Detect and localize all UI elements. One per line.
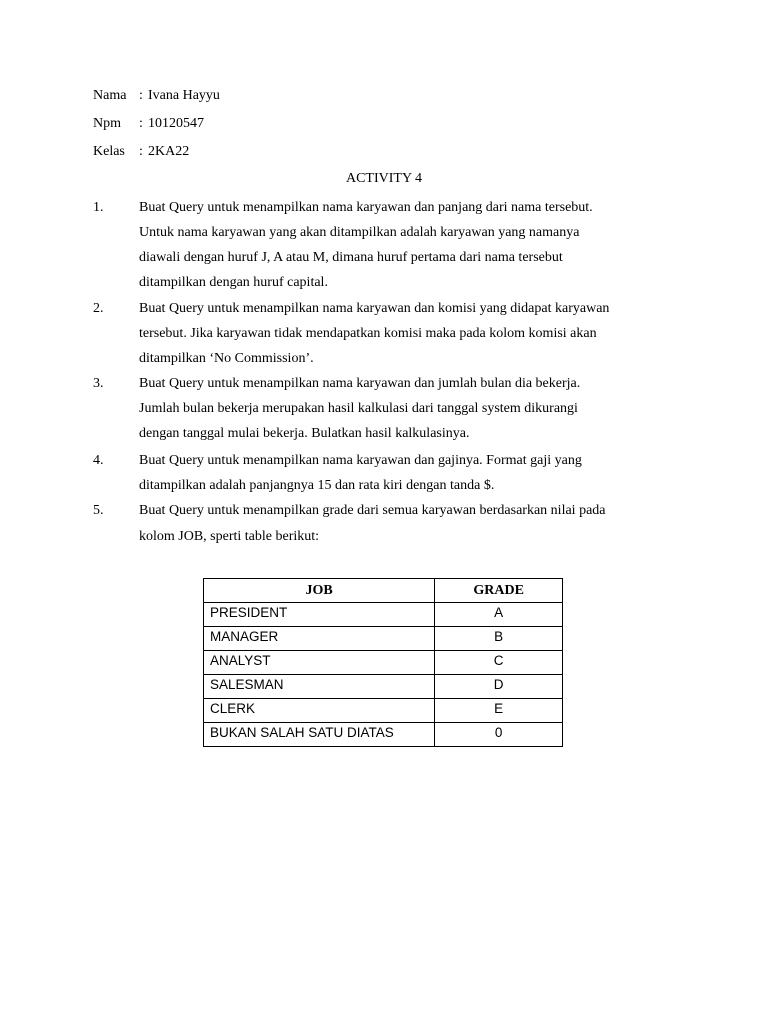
table-row bbox=[204, 723, 563, 747]
grade-cell: B bbox=[435, 627, 563, 651]
grade-cell: C bbox=[435, 651, 563, 675]
info-npm bbox=[93, 114, 204, 134]
question-1-line-1: Buat Query untuk menampilkan nama karyawan dan panjang dari nama tersebut. bbox=[139, 200, 593, 215]
table-row bbox=[204, 699, 563, 723]
info-nama bbox=[93, 86, 220, 106]
table-row bbox=[204, 627, 563, 651]
question-3-line-3: dengan tanggal mulai bekerja. Bulatkan hasil kalkulasinya. bbox=[139, 426, 470, 441]
job-grade-table bbox=[203, 578, 563, 747]
activity-title: ACTIVITY 4 bbox=[345, 171, 423, 186]
question-2-line-3: ditampilkan ‘No Commission’. bbox=[139, 351, 314, 366]
table-row bbox=[204, 603, 563, 627]
job-cell: MANAGER bbox=[204, 627, 435, 651]
npm-separator: : bbox=[139, 116, 143, 131]
job-cell: CLERK bbox=[204, 699, 435, 723]
table-row bbox=[204, 651, 563, 675]
kelas-separator: : bbox=[139, 144, 143, 159]
job-cell: ANALYST bbox=[204, 651, 435, 675]
question-2-line-2: tersebut. Jika karyawan tidak mendapatkan komisi maka pada kolom komisi akan bbox=[139, 326, 597, 341]
kelas-label: Kelas bbox=[93, 144, 125, 159]
table-row bbox=[204, 675, 563, 699]
grade-cell: E bbox=[435, 699, 563, 723]
question-2-line-1: Buat Query untuk menampilkan nama karyawan dan komisi yang didapat karyawan bbox=[139, 301, 610, 316]
question-3-line-1: Buat Query untuk menampilkan nama karyawan dan jumlah bulan dia bekerja. bbox=[139, 376, 581, 391]
question-1-number: 1. bbox=[93, 200, 104, 215]
grade-cell: D bbox=[435, 675, 563, 699]
info-kelas bbox=[93, 142, 189, 162]
question-1-line-2: Untuk nama karyawan yang akan ditampilkan adalah karyawan yang namanya bbox=[139, 225, 580, 240]
question-5-number: 5. bbox=[93, 503, 104, 518]
job-cell: SALESMAN bbox=[204, 675, 435, 699]
kelas-value: 2KA22 bbox=[148, 144, 190, 159]
nama-value: Ivana Hayyu bbox=[148, 88, 220, 103]
table-header-row bbox=[204, 579, 563, 603]
grade-cell: A bbox=[435, 603, 563, 627]
nama-label: Nama bbox=[93, 88, 127, 103]
question-5-line-2: kolom JOB, sperti table berikut: bbox=[139, 529, 320, 544]
question-1-line-4: ditampilkan dengan huruf capital. bbox=[139, 275, 328, 290]
question-4-number: 4. bbox=[93, 453, 104, 468]
npm-value: 10120547 bbox=[148, 116, 204, 131]
job-cell: PRESIDENT bbox=[204, 603, 435, 627]
question-3-line-2: Jumlah bulan bekerja merupakan hasil kalkulasi dari tanggal system dikurangi bbox=[139, 401, 578, 416]
question-2-number: 2. bbox=[93, 301, 104, 316]
question-3-number: 3. bbox=[93, 376, 104, 391]
question-1-line-3: diawali dengan huruf J, A atau M, dimana huruf pertama dari nama tersebut bbox=[139, 250, 563, 265]
question-4-line-1: Buat Query untuk menampilkan nama karyawan dan gajinya. Format gaji yang bbox=[139, 453, 582, 468]
grade-cell: 0 bbox=[435, 723, 563, 747]
nama-separator: : bbox=[139, 88, 143, 103]
grade-column-header: GRADE bbox=[435, 579, 563, 603]
question-4-line-2: ditampilkan adalah panjangnya 15 dan rata kiri dengan tanda $. bbox=[139, 478, 495, 493]
job-column-header: JOB bbox=[204, 579, 435, 603]
npm-label: Npm bbox=[93, 116, 121, 131]
job-cell: BUKAN SALAH SATU DIATAS bbox=[204, 723, 435, 747]
question-5-line-1: Buat Query untuk menampilkan grade dari semua karyawan berdasarkan nilai pada bbox=[139, 503, 606, 518]
